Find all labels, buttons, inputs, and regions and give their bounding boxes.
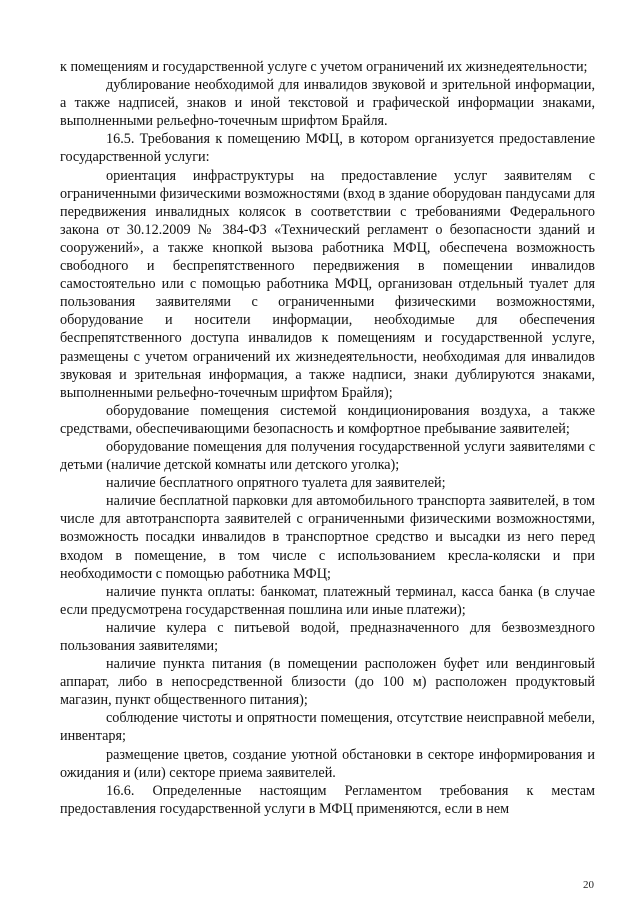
paragraph-2: дублирование необходимой для инвалидов звуковой и зрительной информации, а также надписей, знаков и иной текстовой и графической информации знаками, выполненными рельефно-точечным шрифтом Брайля.	[60, 77, 595, 130]
paragraph-8: наличие бесплатной парковки для автомобильного транспорта заявителей, в том числе для автотранспорта заявителей с ограниченными физическими возможностями, возможность посадки инвалидов в транспортное средство и высадки из него перед входом в помещение, в том числе с использованием кресла-коляски и при необходимости с помощью работника МФЦ;	[60, 493, 595, 582]
paragraph-6: оборудование помещения для получения государственной услуги заявителями с детьми (наличие детской комнаты или детского уголка);	[60, 438, 595, 474]
paragraph-9: наличие пункта оплаты: банкомат, платежный терминал, касса банка (в случае если предусмотрена государственная пошлина или иные платежи);	[60, 583, 595, 618]
paragraph-4: ориентация инфраструктуры на предоставление услуг заявителям с ограниченными физическими возможностями (вход в здание оборудован пандусами для передвижения инвалидных колясок в соответствии с требованиями Федерального закона от 30.12.2009 № 384-ФЗ «Технический регламент о безопасности зданий и сооружений», а также кнопкой вызова работника МФЦ, обеспечена возможность свободного и беспрепятственного передвижения в помещении инвалидов самостоятельно или с помощью работника МФЦ, организован отдельный туалет для пользования заявителями с ограниченными физическими возможностями, оборудование и носители информации, необходимые для обеспечения беспрепятственного доступа инвалидов к помещениям и государственной услуге, размещены с учетом ограничений их жизнедеятельности, необходимая для инвалидов звуковая и зрительная информация, а также надписи, знаки дублируются знаками, выполненными рельефно-точечным шрифтом Брайля);	[60, 167, 595, 401]
paragraph-13: размещение цветов, создание уютной обстановки в секторе информирования и ожидания и (или) секторе приема заявителей.	[60, 746, 595, 781]
page-number: 20	[583, 879, 594, 891]
paragraph-11: наличие пункта питания (в помещении расположен буфет или вендинговый аппарат, либо в непосредственной близости (до 100 м) расположен продуктовый магазин, пункт общественного питания);	[60, 656, 595, 709]
paragraph-3-section-16-5: 16.5. Требования к помещению МФЦ, в котором организуется предоставление государственной услуги:	[60, 131, 595, 166]
paragraph-1: к помещениям и государственной услуге с учетом ограничений их жизнедеятельности;	[60, 59, 588, 75]
paragraph-10: наличие кулера с питьевой водой, предназначенного для безвозмездного пользования заявителями;	[60, 619, 595, 654]
paragraph-12: соблюдение чистоты и опрятности помещения, отсутствие неисправной мебели, инвентаря;	[60, 710, 595, 745]
document-body	[60, 58, 595, 818]
paragraph-7: наличие бесплатного опрятного туалета для заявителей;	[106, 475, 446, 492]
paragraph-5: оборудование помещения системой кондиционирования воздуха, а также средствами, обеспечивающими безопасность и комфортное пребывание заявителей;	[60, 402, 595, 437]
paragraph-14-section-16-6: 16.6. Определенные настоящим Регламентом требования к местам предоставления государственной услуги в МФЦ применяются, если в нем	[60, 782, 595, 817]
